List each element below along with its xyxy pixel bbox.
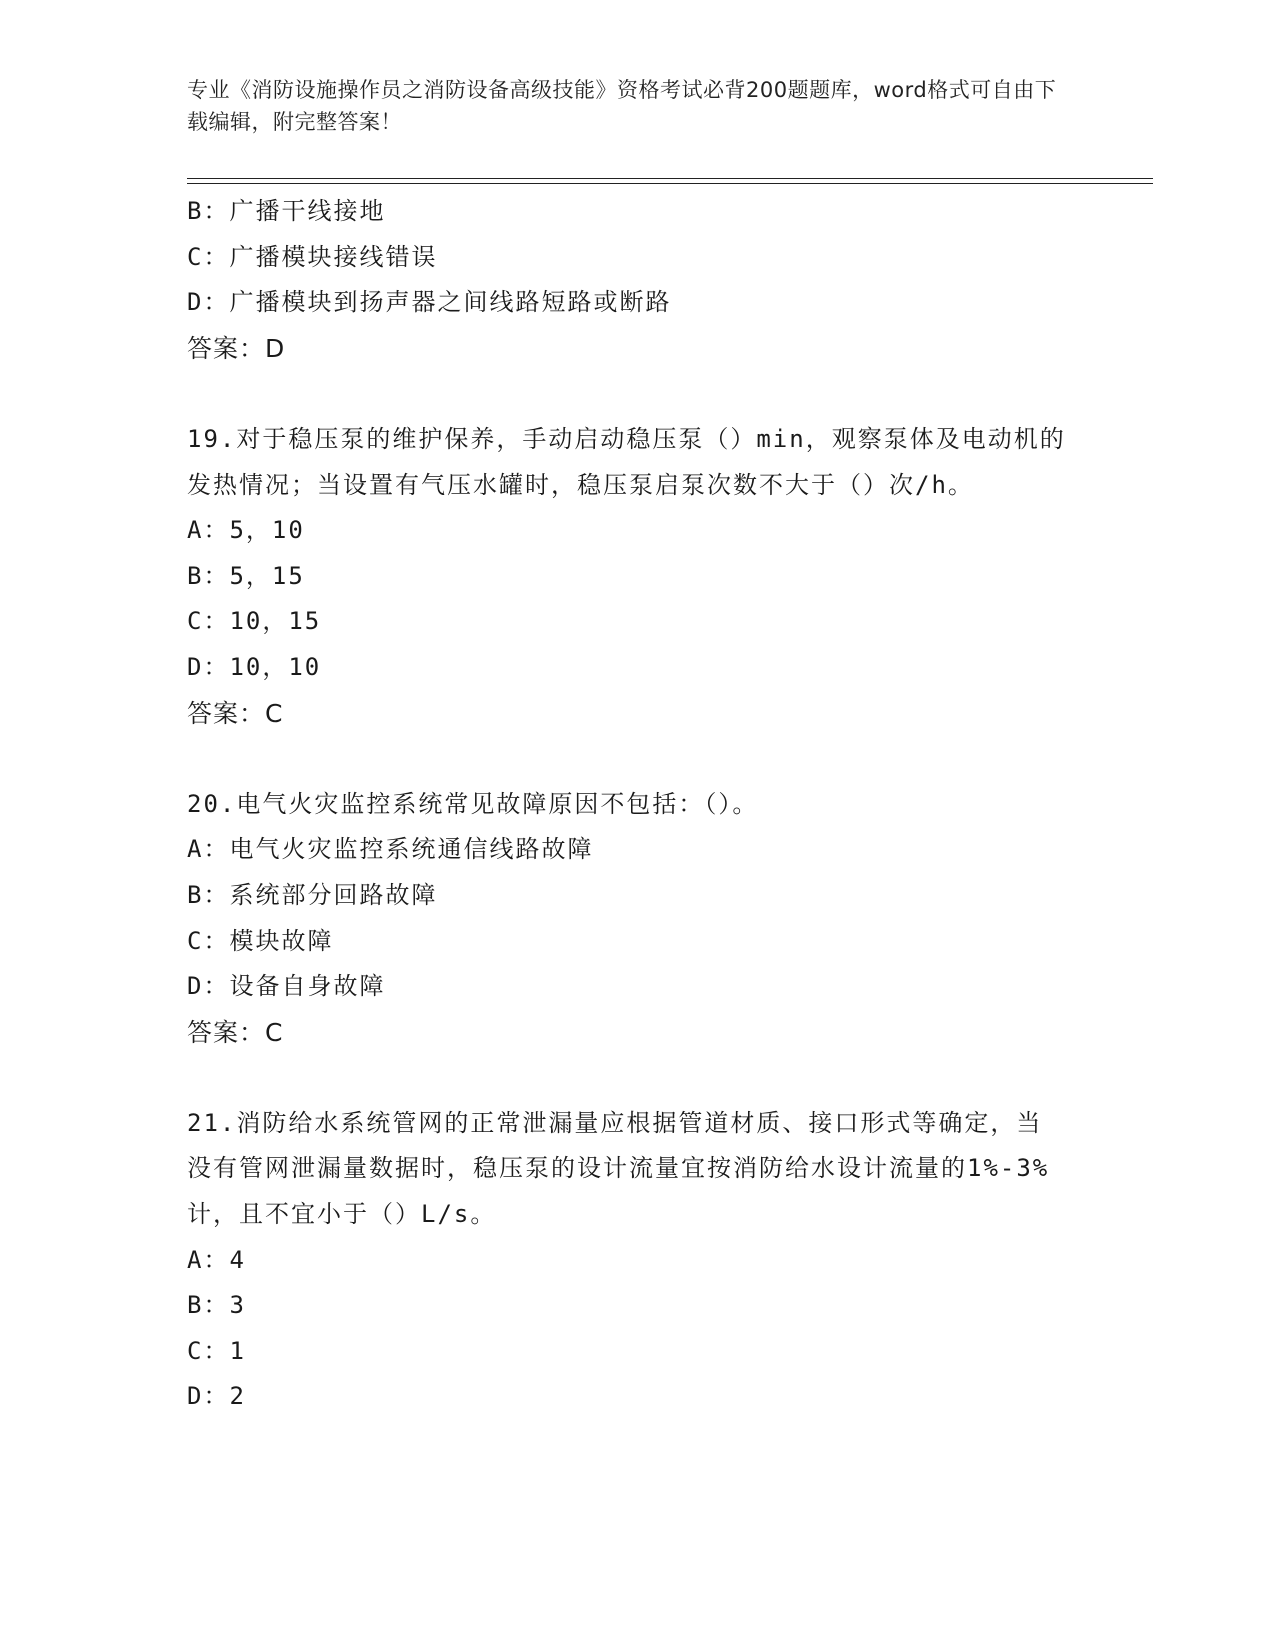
q18-option-b: B：广播干线接地 [187, 197, 386, 225]
q20-option-b: B：系统部分回路故障 [187, 880, 438, 909]
q20-option-a: A：电气火灾监控系统通信线路故障 [187, 835, 594, 864]
header-rule-bottom [187, 183, 1153, 184]
question-content [187, 189, 1087, 1420]
q19-option-a: A：5，10 [187, 516, 305, 545]
q18-option-d: D：广播模块到扬声器之间线路短路或断路 [187, 288, 672, 317]
q18-answer: 答案：D [187, 333, 286, 363]
q18-option-c: C：广播模块接线错误 [187, 242, 438, 271]
q20-stem: 20.电气火灾监控系统常见故障原因不包括：（）。 [187, 789, 759, 818]
q19-answer: 答案：C [187, 698, 284, 728]
spacer [187, 736, 1087, 782]
spacer [187, 371, 1087, 417]
q20-option-c: C：模块故障 [187, 926, 334, 955]
q19-option-d: D：10，10 [187, 652, 322, 681]
q20-option-d: D：设备自身故障 [187, 972, 386, 1001]
q19-option-b: B：5，15 [187, 561, 305, 590]
document-header: 专业《消防设施操作员之消防设备高级技能》资格考试必背200题题库，word格式可自由下载编辑，附完整答案！ [187, 78, 1057, 134]
spacer [187, 1055, 1087, 1101]
q21-option-a: A：4 [187, 1245, 246, 1274]
q21-option-b: B：3 [187, 1291, 246, 1320]
q21-option-c: C：1 [187, 1336, 246, 1365]
q19-option-c: C：10，15 [187, 607, 322, 636]
q21-stem: 21.消防给水系统管网的正常泄漏量应根据管道材质、接口形式等确定，当没有管网泄漏量数据时，稳压泵的设计流量宜按消防给水设计流量的1%-3%计，且不宜小于（）L/s。 [187, 1108, 1050, 1229]
q20-answer: 答案：C [187, 1017, 284, 1047]
header-rule-top [187, 178, 1153, 179]
q21-option-d: D：2 [187, 1382, 246, 1411]
q19-stem: 19.对于稳压泵的维护保养，手动启动稳压泵（）min，观察泵体及电动机的发热情况；当设置有气压水罐时，稳压泵启泵次数不大于（）次/h。 [187, 424, 1066, 499]
